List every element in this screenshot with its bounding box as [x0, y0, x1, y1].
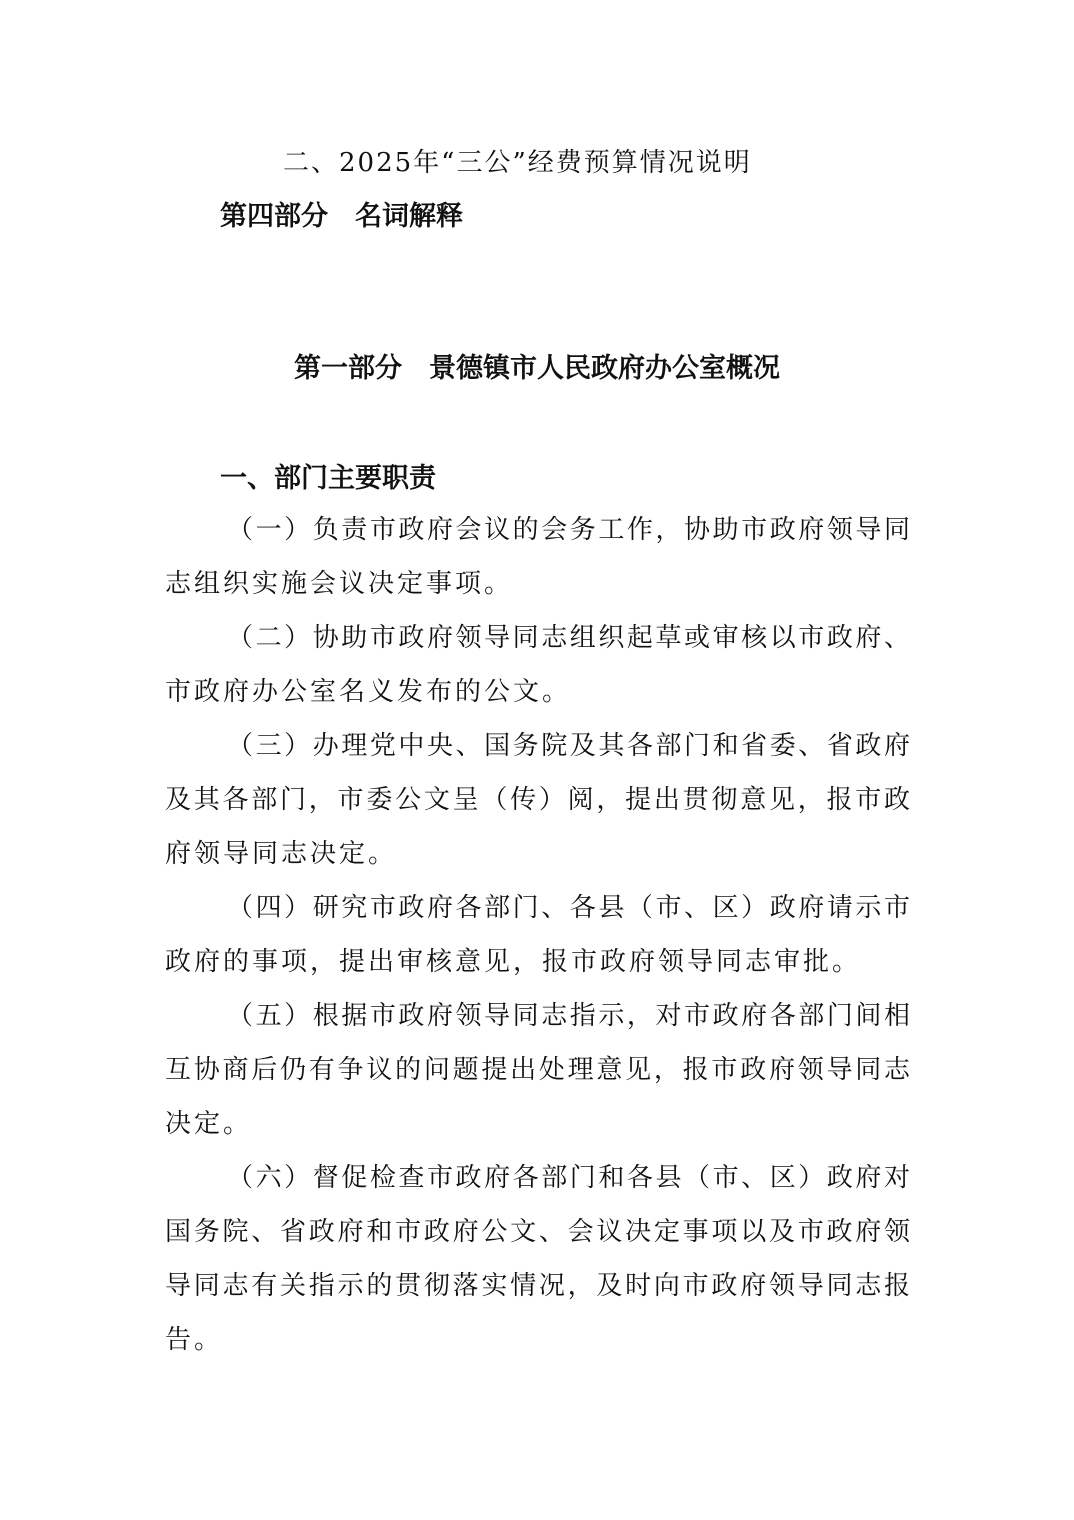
paragraph-line: 市政府办公室名义发布的公文。	[165, 677, 572, 707]
paragraph	[165, 611, 910, 719]
paragraph-line: 告。	[165, 1325, 224, 1355]
paragraph-line: 互协商后仍有争议的问题提出处理意见，报市政府领导同志	[165, 1055, 910, 1085]
document-body	[165, 503, 910, 1367]
paragraph-line: 决定。	[165, 1109, 253, 1139]
section-heading-main-duties: 一、部门主要职责	[220, 463, 436, 494]
part4-heading: 第四部分 名词解释	[220, 201, 463, 232]
paragraph	[165, 719, 910, 881]
toc-entry-sangong-budget: 二、2025年“三公”经费预算情况说明	[283, 148, 752, 178]
paragraph-line: （一）负责市政府会议的会务工作，协助市政府领导同	[227, 515, 910, 545]
paragraph	[165, 881, 910, 989]
paragraph	[165, 1151, 910, 1367]
paragraph-line: （二）协助市政府领导同志组织起草或审核以市政府、	[227, 623, 910, 653]
part1-heading: 第一部分 景德镇市人民政府办公室概况	[294, 353, 780, 384]
paragraph-line: 志组织实施会议决定事项。	[165, 569, 514, 599]
paragraph-line: 政府的事项，提出审核意见，报市政府领导同志审批。	[165, 947, 862, 977]
paragraph-line: 及其各部门，市委公文呈（传）阅，提出贯彻意见，报市政	[165, 785, 910, 815]
paragraph-line: 导同志有关指示的贯彻落实情况，及时向市政府领导同志报	[165, 1271, 910, 1301]
paragraph-line: （六）督促检查市政府各部门和各县（市、区）政府对	[227, 1163, 910, 1193]
paragraph-line: （三）办理党中央、国务院及其各部门和省委、省政府	[227, 731, 910, 761]
paragraph	[165, 989, 910, 1151]
paragraph	[165, 503, 910, 611]
paragraph-line: （四）研究市政府各部门、各县（市、区）政府请示市	[227, 893, 910, 923]
paragraph-line: 国务院、省政府和市政府公文、会议决定事项以及市政府领	[165, 1217, 910, 1247]
paragraph-line: 府领导同志决定。	[165, 839, 398, 869]
paragraph-line: （五）根据市政府领导同志指示，对市政府各部门间相	[227, 1001, 910, 1031]
